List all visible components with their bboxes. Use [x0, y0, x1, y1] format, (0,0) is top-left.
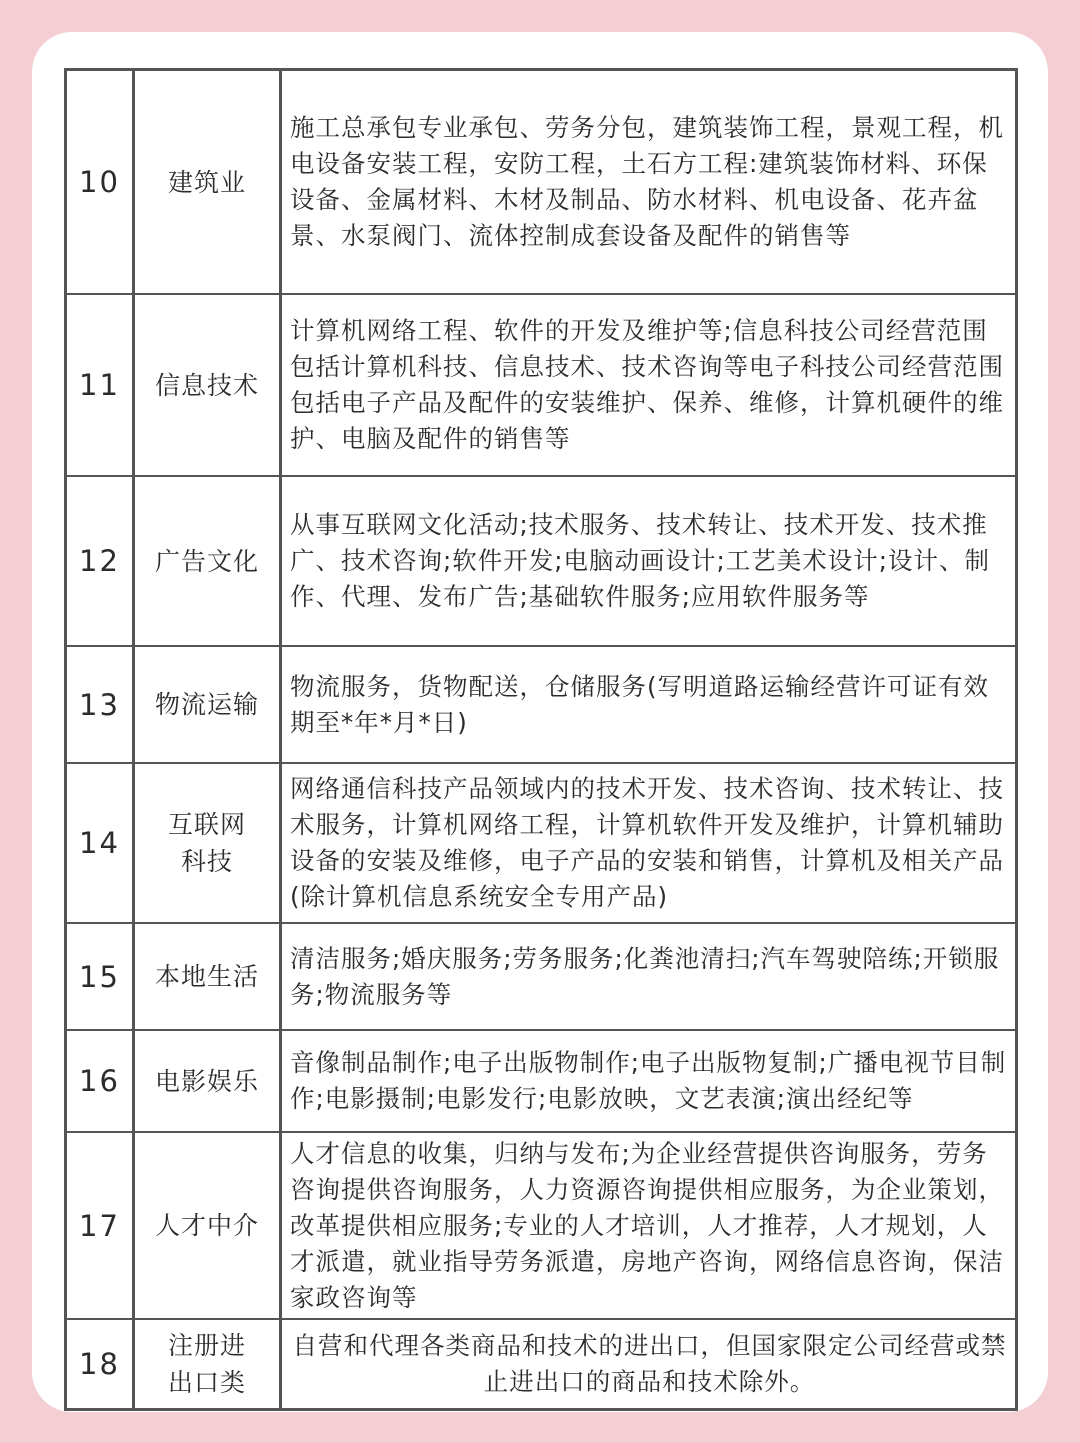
industry-category: 人才中介	[135, 1133, 282, 1318]
row-number: 15	[67, 924, 135, 1029]
industry-category: 广告文化	[135, 477, 282, 645]
table-row	[67, 924, 1015, 1031]
industry-category: 本地生活	[135, 924, 282, 1029]
business-scope-text: 自营和代理各类商品和技术的进出口，但国家限定公司经营或禁止进出口的商品和技术除外。	[292, 1331, 1007, 1396]
industry-category: 电影娱乐	[135, 1031, 282, 1131]
business-scope-table	[64, 68, 1018, 1411]
business-scope-text: 清洁服务;婚庆服务;劳务服务;化粪池清扫;汽车驾驶陪练;开锁服务;物流服务等	[290, 943, 1000, 1009]
business-scope-text: 物流服务，货物配送，仓储服务(写明道路运输经营许可证有效期至*年*月*日)	[290, 671, 990, 737]
row-number: 11	[67, 295, 135, 475]
table-row	[67, 71, 1015, 295]
table-row	[67, 1133, 1015, 1320]
row-number: 10	[67, 71, 135, 293]
table-row	[67, 647, 1015, 764]
row-number: 16	[67, 1031, 135, 1131]
industry-category: 互联网科技	[135, 764, 282, 922]
row-number: 17	[67, 1133, 135, 1318]
table-row	[67, 1320, 1015, 1408]
business-scope-text: 施工总承包专业承包、劳务分包，建筑装饰工程，景观工程，机电设备安装工程，安防工程，土石方工程:建筑装饰材料、环保设备、金属材料、木材及制品、防水材料、机电设备、花卉盆景、水泵阀门、流体控制成套设备及配件的销售等	[290, 113, 1004, 250]
business-scope-text: 从事互联网文化活动;技术服务、技术转让、技术开发、技术推广、技术咨询;软件开发;电脑动画设计;工艺美术设计;设计、制作、代理、发布广告;基础软件服务;应用软件服务等	[290, 510, 991, 611]
industry-category: 建筑业	[135, 71, 282, 293]
table-row	[67, 1031, 1015, 1133]
business-scope-text: 网络通信科技产品领域内的技术开发、技术咨询、技术转让、技术服务，计算机网络工程，计算机软件开发及维护，计算机辅助设备的安装及维修，电子产品的安装和销售，计算机及相关产品(除计算机信息系统安全专用产品)	[290, 774, 1004, 911]
business-scope-text: 人才信息的收集，归纳与发布;为企业经营提供咨询服务，劳务咨询提供咨询服务，人力资源咨询提供相应服务，为企业策划，改革提供相应服务;专业的人才培训，人才推荐，人才规划，人才派遣，就业指导劳务派遣，房地产咨询，网络信息咨询，保洁家政咨询等	[290, 1138, 1004, 1312]
row-number: 13	[67, 647, 135, 762]
row-number: 12	[67, 477, 135, 645]
row-number: 14	[67, 764, 135, 922]
business-scope-text: 计算机网络工程、软件的开发及维护等;信息科技公司经营范围包括计算机科技、信息技术、技术咨询等电子科技公司经营范围包括电子产品及配件的安装维护、保养、维修，计算机硬件的维护、电脑及配件的销售等	[290, 316, 1004, 453]
industry-category: 信息技术	[135, 295, 282, 475]
industry-category: 物流运输	[135, 647, 282, 762]
table-row	[67, 295, 1015, 477]
table-row	[67, 477, 1015, 647]
table-row	[67, 764, 1015, 924]
industry-category: 注册进出口类	[135, 1320, 282, 1408]
business-scope-text: 音像制品制作;电子出版物制作;电子出版物复制;广播电视节目制作;电影摄制;电影发行;电影放映，文艺表演;演出经纪等	[290, 1048, 1007, 1113]
row-number: 18	[67, 1320, 135, 1408]
